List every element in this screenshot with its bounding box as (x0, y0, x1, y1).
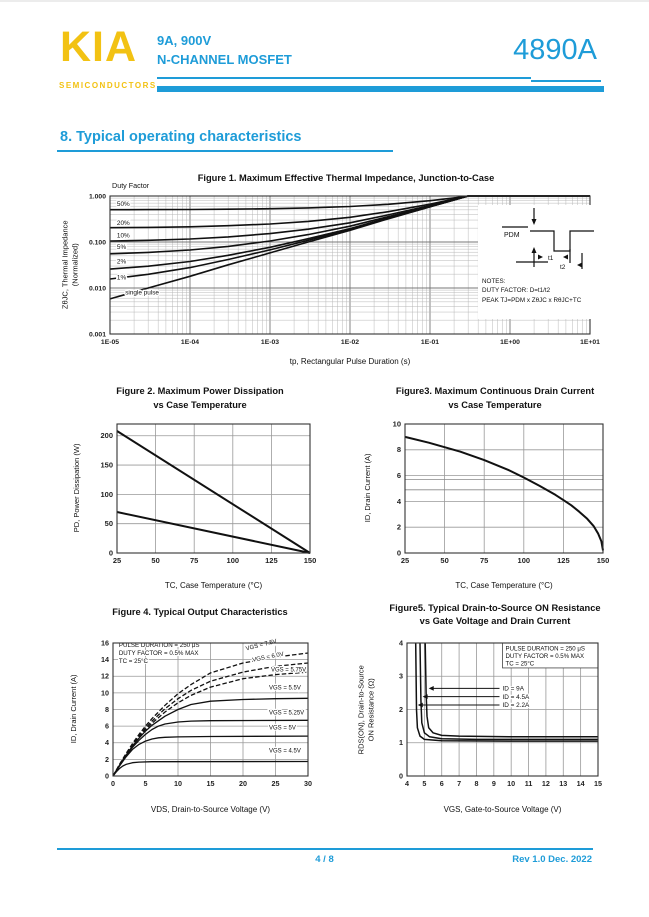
svg-text:1: 1 (399, 738, 403, 748)
svg-text:2: 2 (105, 754, 109, 764)
svg-text:8: 8 (396, 445, 401, 455)
svg-text:4: 4 (105, 738, 109, 748)
svg-text:100: 100 (517, 556, 531, 565)
svg-text:TC = 25°C: TC = 25°C (118, 658, 148, 666)
svg-text:DUTY FACTOR = 0.5% MAX: DUTY FACTOR = 0.5% MAX (118, 650, 199, 658)
figure3-title-line2: vs Case Temperature (448, 400, 542, 410)
svg-text:7: 7 (457, 779, 462, 788)
svg-text:200: 200 (100, 431, 113, 441)
figure3-y-axis-label: ID, Drain Current (A) (363, 453, 373, 523)
svg-text:11: 11 (524, 779, 533, 788)
svg-text:50: 50 (440, 556, 449, 565)
svg-text:1%: 1% (116, 274, 127, 282)
svg-text:DUTY FACTOR = 0.5% MAX: DUTY FACTOR = 0.5% MAX (505, 653, 585, 661)
page-number: 4 / 8 (315, 854, 334, 865)
svg-text:12: 12 (101, 671, 109, 681)
figure1-notes (482, 277, 581, 305)
header-rule-thin-left (157, 77, 531, 79)
kia-logo: KIA (60, 23, 138, 71)
figure1-inset (478, 205, 610, 319)
svg-text:6: 6 (396, 471, 401, 480)
figure1-y-axis-label-line2: (Normalized) (70, 243, 79, 287)
figure4-block (60, 603, 340, 829)
fig3-series (405, 437, 603, 551)
figure1-x-axis-label: tp, Rectangular Pulse Duration (s) (289, 357, 411, 366)
svg-text:25: 25 (400, 556, 410, 565)
svg-text:0: 0 (399, 771, 403, 781)
figure5-y-axis-label-line1: RDS(ON), Drain-to-Source (356, 665, 366, 755)
t2-label: t2 (560, 264, 566, 271)
svg-text:125: 125 (265, 556, 278, 565)
svg-text:VGS = 5.75V: VGS = 5.75V (270, 667, 307, 674)
figure3-title-line1: Figure3. Maximum Continuous Drain Current (395, 386, 595, 396)
kia-logo-subtext: SEMICONDUCTORS (59, 81, 157, 90)
figure1-duty-factor-label: Duty Factor (112, 181, 150, 190)
svg-text:0: 0 (396, 548, 401, 558)
part-number: 4890A (513, 34, 597, 66)
figure1-y-axis-label-line1: ZθJC, Thermal Impedance (60, 220, 70, 310)
svg-text:0.001: 0.001 (88, 331, 106, 339)
svg-text:VGS = 4.5V: VGS = 4.5V (269, 748, 301, 755)
svg-text:4: 4 (399, 638, 403, 648)
svg-text:100: 100 (100, 489, 113, 499)
footer-rule (57, 848, 593, 850)
svg-text:0: 0 (105, 771, 109, 781)
svg-text:75: 75 (480, 556, 489, 565)
svg-text:4: 4 (396, 496, 401, 506)
svg-text:0: 0 (108, 548, 113, 558)
svg-text:50: 50 (151, 556, 160, 565)
fig5-annotation-box (503, 643, 599, 668)
svg-text:single pulse: single pulse (125, 289, 159, 297)
svg-text:VGS = 5.25V: VGS = 5.25V (269, 710, 305, 717)
svg-text:14: 14 (101, 655, 109, 665)
figure2-chart (60, 383, 340, 609)
svg-text:10: 10 (101, 688, 109, 698)
svg-text:150: 150 (100, 460, 113, 470)
svg-text:12: 12 (541, 779, 550, 788)
figure3-x-axis-label: TC, Case Temperature (°C) (455, 581, 553, 590)
svg-text:2%: 2% (116, 258, 127, 266)
svg-text:50: 50 (104, 519, 113, 529)
svg-text:0: 0 (111, 779, 115, 788)
svg-text:PULSE DURATION = 250 μS: PULSE DURATION = 250 μS (118, 642, 200, 650)
svg-text:8: 8 (474, 779, 479, 788)
svg-text:16: 16 (101, 638, 109, 648)
figure1-y-axis-label (60, 190, 80, 340)
svg-text:50%: 50% (116, 201, 130, 209)
notes-line-3: PEAK TJ=PDM x ZθJC x RθJC+TC (482, 296, 582, 304)
header-rating-text: 9A, 900V (157, 33, 212, 48)
figure5-title-line2: vs Gate Voltage and Drain Current (419, 616, 571, 626)
figure4-y-axis-label: ID, Drain Current (A) (69, 674, 79, 744)
header-device-type: N-CHANNEL MOSFET (157, 52, 292, 67)
svg-text:4: 4 (405, 779, 409, 788)
figure2-title-line2: vs Case Temperature (153, 400, 247, 410)
svg-text:5: 5 (143, 779, 148, 788)
svg-text:1E-02: 1E-02 (340, 339, 360, 346)
svg-text:VGS = 5.5V: VGS = 5.5V (269, 685, 301, 692)
fig4-annotation (119, 642, 200, 665)
figure2-block (60, 383, 340, 609)
figure4-x-axis-label: VDS, Drain-to-Source Voltage (V) (150, 805, 271, 814)
figure5-block (350, 603, 640, 829)
svg-text:20%: 20% (116, 219, 130, 227)
svg-text:10%: 10% (116, 232, 130, 240)
svg-text:10: 10 (392, 419, 401, 429)
svg-text:20: 20 (239, 779, 247, 788)
page-top-edge (0, 0, 649, 2)
figure4-title: Figure 4. Typical Output Characteristics (112, 607, 288, 617)
svg-text:1E-03: 1E-03 (260, 339, 280, 346)
svg-text:1.000: 1.000 (88, 193, 106, 201)
svg-text:150: 150 (303, 556, 317, 565)
figure5-y-axis-label-line2: ON Resistance (Ω) (366, 678, 375, 742)
figure5-y-axis-label (356, 635, 376, 785)
svg-text:150: 150 (596, 556, 610, 565)
svg-text:1E-01: 1E-01 (420, 339, 440, 346)
svg-text:2: 2 (399, 704, 403, 714)
figure5-title-line1: Figure5. Typical Drain-to-Source ON Resistance (389, 603, 601, 613)
fig2-tick-labels (100, 431, 316, 565)
figure2-title-line1: Figure 2. Maximum Power Dissipation (116, 386, 284, 396)
svg-text:ID = 9A: ID = 9A (502, 685, 524, 693)
figure3-chart (350, 383, 640, 609)
pdm-label: PDM (504, 232, 520, 239)
fig5-curve-labels (418, 686, 530, 710)
svg-text:100: 100 (226, 556, 240, 565)
svg-text:0.010: 0.010 (88, 285, 106, 293)
figure5-x-axis-label: VGS, Gate-to-Source Voltage (V) (443, 805, 562, 814)
svg-text:25: 25 (112, 556, 122, 565)
svg-text:ID = 2.2A: ID = 2.2A (502, 702, 530, 710)
svg-text:0.100: 0.100 (88, 239, 106, 247)
svg-text:VGS = 6.0V: VGS = 6.0V (251, 651, 285, 664)
revision-text: Rev 1.0 Dec. 2022 (512, 854, 592, 865)
svg-text:1E+01: 1E+01 (580, 339, 600, 346)
svg-text:2: 2 (396, 522, 401, 532)
figure2-y-axis-label: PD, Power Dissipation (W) (72, 443, 82, 533)
svg-text:VGS = 5V: VGS = 5V (269, 725, 296, 732)
svg-text:75: 75 (190, 556, 199, 565)
svg-text:13: 13 (559, 779, 568, 788)
svg-text:125: 125 (557, 556, 570, 565)
svg-text:10: 10 (507, 779, 516, 788)
figure2-x-axis-label: TC, Case Temperature (°C) (164, 581, 263, 590)
svg-text:14: 14 (576, 779, 585, 788)
svg-text:8: 8 (105, 704, 109, 714)
svg-text:25: 25 (271, 779, 280, 788)
t1-label: t1 (548, 255, 554, 262)
notes-line-2: DUTY FACTOR: D=t1/t2 (482, 287, 551, 295)
svg-text:15: 15 (206, 779, 215, 788)
figure5-chart (350, 603, 640, 829)
svg-text:TC = 25°C: TC = 25°C (505, 660, 535, 668)
svg-text:6: 6 (439, 779, 444, 788)
notes-line-1: NOTES: (482, 278, 506, 285)
svg-text:5%: 5% (116, 243, 127, 251)
svg-text:15: 15 (594, 779, 602, 788)
figure4-chart (60, 603, 340, 829)
svg-text:6: 6 (105, 721, 109, 731)
svg-text:1E-05: 1E-05 (100, 339, 120, 346)
svg-text:1E+00: 1E+00 (500, 339, 520, 346)
svg-text:PULSE DURATION = 250 μS: PULSE DURATION = 250 μS (505, 645, 585, 653)
pdm-waveform-diagram (478, 205, 610, 271)
header-rule-thick (157, 86, 604, 92)
svg-text:9: 9 (491, 779, 496, 788)
figure1-title: Figure 1. Maximum Effective Thermal Impedance, Junction-to-Case (197, 173, 495, 183)
svg-text:1E-04: 1E-04 (180, 339, 200, 346)
svg-text:10: 10 (174, 779, 182, 788)
svg-text:30: 30 (304, 779, 312, 788)
fig2-series (117, 431, 310, 553)
header-rule-thin-right (531, 80, 601, 82)
section-title: 8. Typical operating characteristics (60, 129, 302, 145)
svg-text:3: 3 (399, 671, 403, 681)
figure1-block (50, 170, 642, 382)
figure3-block (350, 383, 640, 609)
svg-text:VGS = 7.5V: VGS = 7.5V (245, 638, 278, 653)
svg-text:5: 5 (422, 779, 427, 788)
section-title-underline (57, 150, 393, 152)
svg-text:ID = 4.5A: ID = 4.5A (502, 693, 530, 701)
